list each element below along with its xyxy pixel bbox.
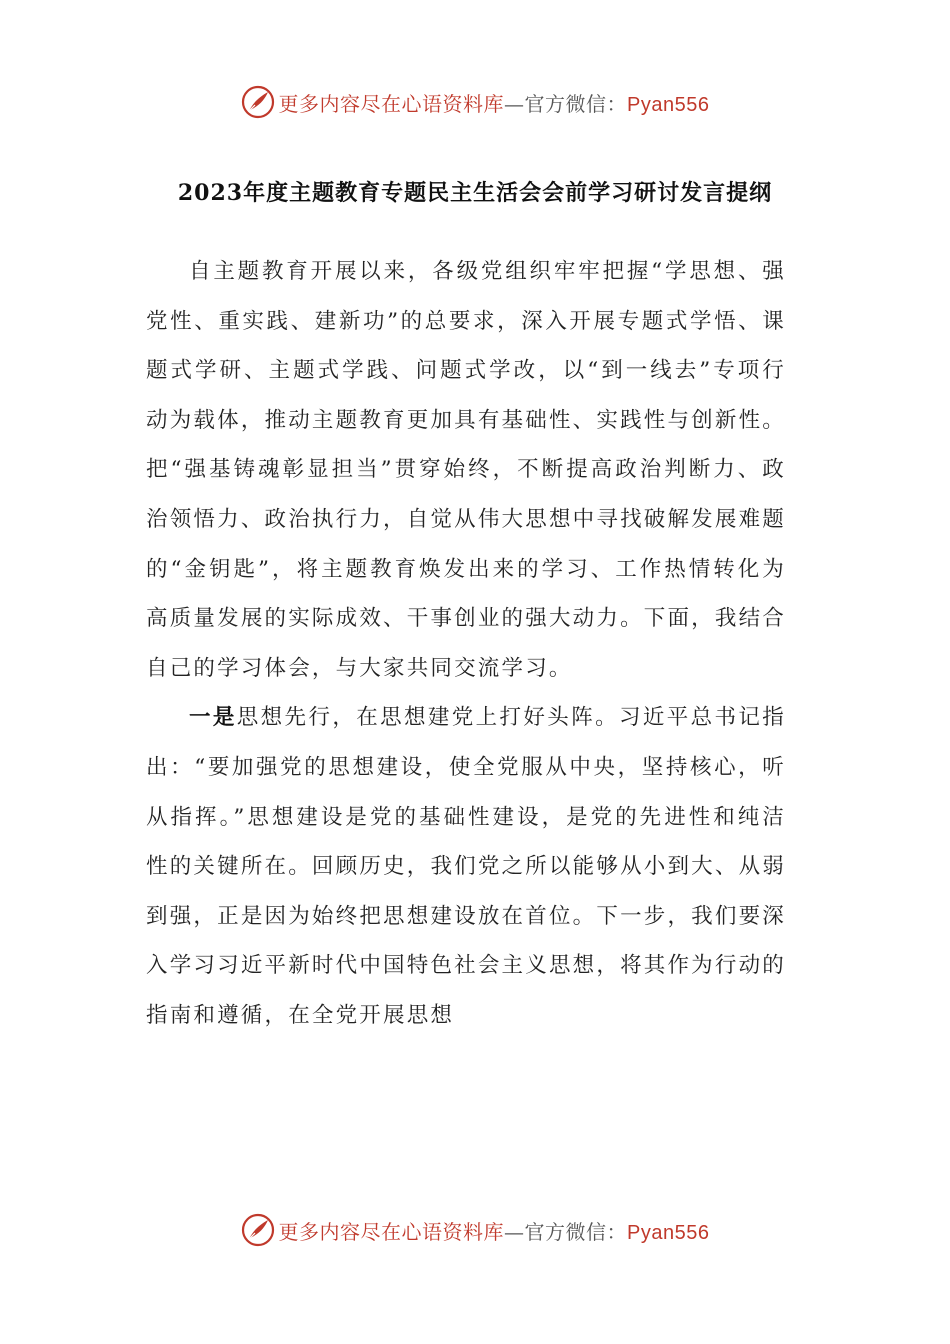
footer-watermark xyxy=(0,1210,950,1250)
paragraph-text: 思想先行，在思想建党上打好头阵。习近平总书记指出：“要加强党的思想建设，使全党服从中央，坚持核心，听从指挥。”思想建设是党的基础性建设，是党的先进性和纯洁性的关键所在。回顾历史，我们党之所以能够从小到大、从弱到强，正是因为始终把思想建设放在首位。下一步，我们要深入学习习近平新时代中国特色社会主义思想，将其作为行动的指南和遵循，在全党开展思想 xyxy=(146,705,786,1028)
quill-logo-icon xyxy=(241,85,275,119)
paragraph-text: 自主题教育开展以来，各级党组织牢牢把握“学思想、强党性、重实践、建新功”的总要求，深入开展专题式学悟、课题式学研、主题式学践、问题式学改，以“到一线去”专项行动为载体，推动主题教育更加具有基础性、实践性与创新性。把“强基铸魂彰显担当”贯穿始终，不断提高政治判断力、政治领悟力、政治执行力，自觉从伟大思想中寻找破解发展难题的“金钥匙”，将主题教育焕发出来的学习、工作热情转化为高质量发展的实际成效、干事创业的强大动力。下面，我结合自己的学习体会，与大家共同交流学习。 xyxy=(146,259,786,681)
document-title: 2023年度主题教育专题民主生活会会前学习研讨发言提纲 xyxy=(177,180,773,206)
watermark-text: 更多内容尽在心语资料库—官方微信：Pyan556 xyxy=(278,91,710,116)
watermark-text: 更多内容尽在心语资料库—官方微信：Pyan556 xyxy=(278,1219,710,1244)
paragraph-point-one xyxy=(146,693,786,1040)
quill-logo-icon xyxy=(241,1213,275,1247)
paragraph-intro xyxy=(146,247,786,693)
header-watermark xyxy=(0,82,950,122)
document-body xyxy=(146,247,786,1041)
paragraph-lead: 一是 xyxy=(189,705,237,731)
